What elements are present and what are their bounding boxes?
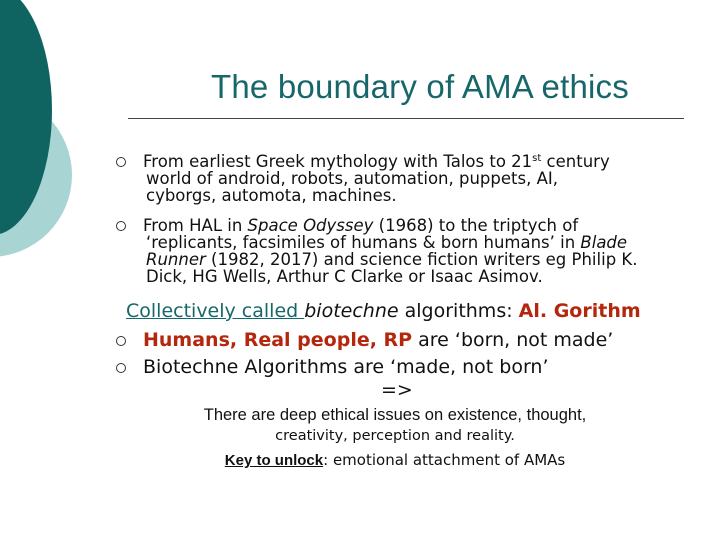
film-title: Space Odyssey	[247, 216, 374, 235]
collective-text: algorithms:	[398, 300, 519, 322]
key-to-unlock: Key to unlock	[224, 452, 324, 469]
bullet-marker	[116, 221, 126, 231]
bullet-2-text: ‘replicants, facsimiles of humans & born humans’ in	[146, 233, 581, 252]
bullet-1-line-2: world of android, robots, automation, puppets, AI,	[146, 169, 558, 188]
bullet-2-text: (1968) to the triptych of	[373, 216, 579, 235]
bullet-marker	[116, 157, 126, 167]
collective-link[interactable]: Collectively called	[126, 300, 305, 322]
conclusion-line-3	[115, 451, 675, 469]
bullet-marker	[116, 336, 126, 346]
film-title: Blade	[580, 233, 628, 252]
film-title: Runner	[146, 250, 206, 269]
bullet-2-text: From HAL in	[143, 216, 248, 235]
al-gorithm-label: Al. Gorithm	[518, 300, 641, 322]
bullet-3-text: are ‘born, not made’	[412, 329, 614, 351]
bullet-marker	[116, 363, 126, 373]
bullet-1-text: From earliest Greek mythology with Talos to 21	[143, 152, 533, 171]
bullet-2-line-4: Dick, HG Wells, Arthur C Clarke or Isaac Asimov.	[146, 267, 543, 286]
humans-label: Humans, Real people, RP	[143, 329, 413, 351]
biotechne-term: biotechne	[304, 300, 399, 322]
conclusion-line-1: There are deep ethical issues on existence, thought,	[203, 406, 587, 424]
slide-title: The boundary of AMA ethics	[211, 68, 629, 105]
collective-line	[126, 301, 641, 321]
conclusion-line-2: creativity, perception and reality.	[275, 428, 515, 444]
bullet-1-line-3: cyborgs, automota, machines.	[146, 186, 397, 205]
superscript: st	[532, 153, 542, 164]
arrow-symbol: =>	[381, 379, 413, 401]
key-text: : emotional attachment of AMAs	[323, 451, 566, 469]
bullet-2-text: (1982, 2017) and science fiction writers eg Philip K.	[205, 250, 638, 269]
title-divider	[128, 118, 684, 119]
bullet-4: Biotechne Algorithms are ‘made, not born’	[143, 356, 549, 378]
bullet-1-text: century	[541, 152, 610, 171]
decorative-circles	[0, 0, 120, 300]
bullet-3	[143, 330, 613, 350]
